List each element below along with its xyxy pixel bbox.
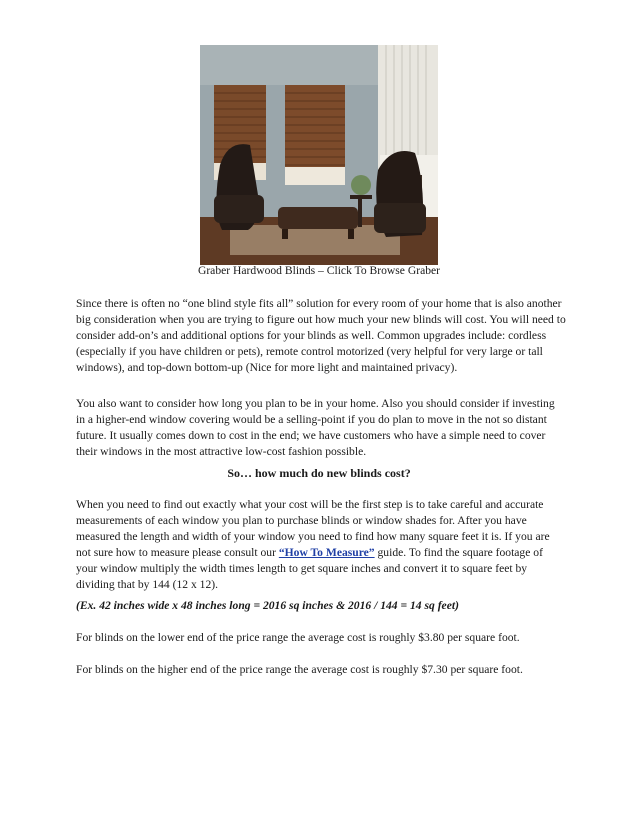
room-illustration bbox=[200, 45, 438, 265]
paragraph-low-cost: For blinds on the lower end of the price range the average cost is roughly $3.80 per square foot. bbox=[76, 631, 520, 644]
image-caption[interactable]: Graber Hardwood Blinds – Click To Browse Graber bbox=[197, 264, 441, 277]
paragraph-high-cost: For blinds on the higher end of the price range the average cost is roughly $7.30 per square foot. bbox=[76, 663, 523, 676]
measure-text-after: guide. To find the square footage of your window multiply the width times length to get square inches and convert it to square feet by dividing that by 144 (12 x 12). bbox=[76, 546, 543, 591]
graber-blinds-photo[interactable] bbox=[200, 45, 438, 265]
section-heading: So… how much do new blinds cost? bbox=[227, 466, 411, 480]
how-to-measure-link[interactable]: “How To Measure” bbox=[278, 546, 375, 559]
paragraph-upgrades: Since there is often no “one blind style fits all” solution for every room of your home that is also another big consideration when you are trying to figure out how much your new blinds will cost. You will need to consider add-on’s and additional options for your blinds as well. Common upgrades include: cordless (especially if you have children or pets), remote control motorized (very helpful for very large or tall windows), and top-down bottom-up (Nice for more light and maintained privacy). bbox=[76, 297, 566, 374]
paragraph-how-long: You also want to consider how long you plan to be in your home. Also you should consider if investing in a higher-end window covering would be a selling-point if you do plan to move in the not so distant future. It usually comes down to cost in the end; we have customers who have a simple need to cover their windows in the most attractive low-cost fashion possible. bbox=[76, 397, 555, 458]
measure-text-before: When you need to find out exactly what your cost will be the first step is to take careful and accurate measurements of each window you plan to purchase blinds or window shades for. After you have measured the length and width of your window you need to find how many square feet it is. If you are not sure how to measure please consult our bbox=[76, 498, 550, 559]
example-calculation: (Ex. 42 inches wide x 48 inches long = 2016 sq inches & 2016 / 144 = 14 sq feet) bbox=[76, 599, 459, 612]
paragraph-measure bbox=[76, 497, 566, 593]
